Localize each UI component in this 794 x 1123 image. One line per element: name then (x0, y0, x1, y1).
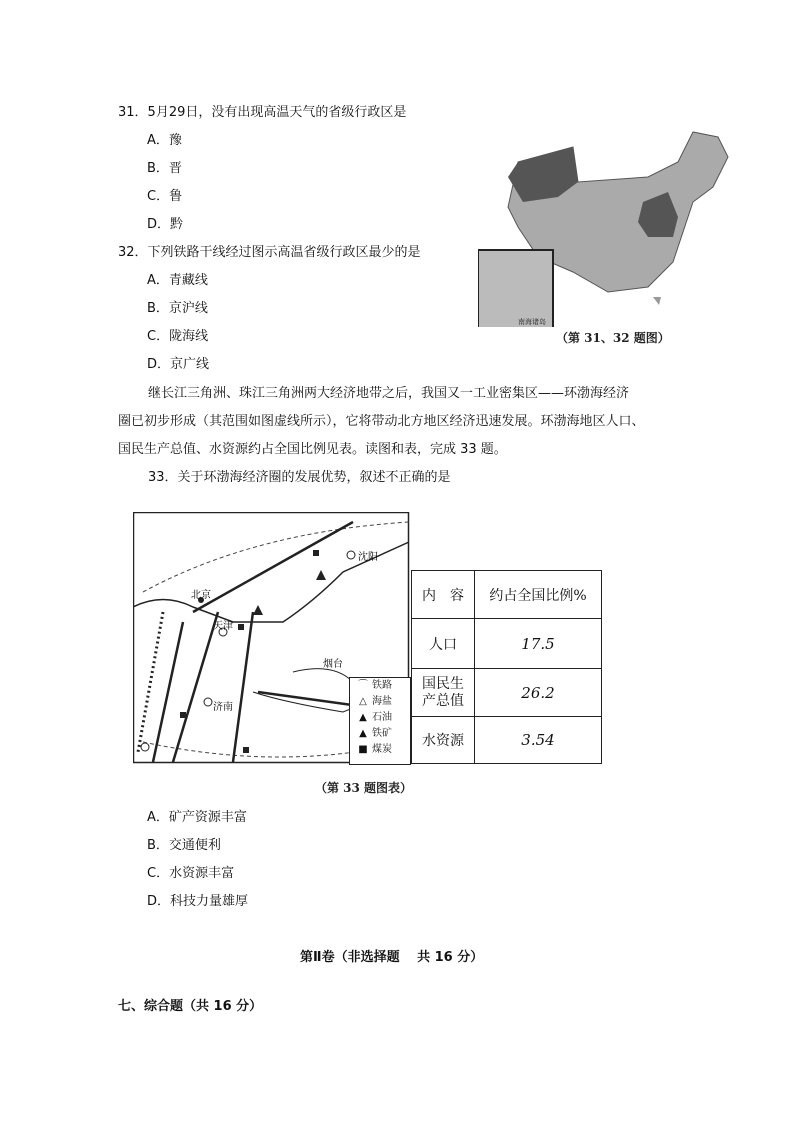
south-china-sea-inset (478, 250, 553, 327)
q31-option-c: C．鲁 (147, 189, 183, 204)
city-shenyang: 沈阳 (358, 552, 378, 563)
q31-option-b: B．晋 (147, 161, 182, 176)
oil-icon: ▲ (359, 712, 367, 723)
q33-option-a: A．矿产资源丰富 (147, 810, 247, 825)
q33-option-c: C．水资源丰富 (147, 866, 235, 881)
row-value: 17.5 (475, 619, 602, 669)
q33-option-b: B．交通便利 (147, 838, 221, 853)
section-2-title: 第Ⅱ卷（非选择题 共 16 分） (300, 950, 484, 965)
city-tianjin: 天津 (213, 621, 233, 632)
row-item: 水资源 (412, 717, 475, 764)
map2-caption: （第 33 题图表） (315, 781, 413, 795)
inset-label: 南海诸岛 (518, 318, 546, 326)
legend-coal: ■ 煤炭 (350, 742, 410, 758)
city-jinan: 济南 (213, 702, 233, 713)
railway-icon: ⌒ (358, 680, 368, 691)
row-value: 3.54 (475, 717, 602, 764)
city-beijing: 北京 (191, 590, 211, 601)
legend-iron: ▲ 铁矿 (350, 726, 410, 742)
map-legend (349, 677, 411, 765)
map1-caption: （第 31、32 题图） (556, 331, 670, 345)
q32-option-c: C．陇海线 (147, 329, 209, 344)
header-proportion: 约占全国比例% (475, 571, 602, 619)
section-7-title: 七、综合题（共 16 分） (118, 999, 263, 1014)
q32-option-d: D．京广线 (147, 357, 210, 372)
q33-option-d: D．科技力量雄厚 (147, 894, 249, 909)
passage-line-2: 圈已初步形成（其范围如图虚线所示），它将带动北方地区经济迅速发展。环渤海地区人口、 (118, 414, 645, 429)
q33-stem: 33．关于环渤海经济圈的发展优势，叙述不正确的是 (148, 470, 451, 485)
q31-option-a: A．豫 (147, 133, 182, 148)
legend-railway: ⌒ 铁路 (350, 678, 410, 694)
legend-sea-salt: △ 海盐 (350, 694, 410, 710)
row-item: 国民生 产总值 (412, 669, 475, 717)
passage-line-1: 继长江三角洲、珠江三角洲两大经济地带之后，我国又一工业密集区——环渤海经济 (148, 386, 630, 401)
row-item: 人口 (412, 619, 475, 669)
header-content: 内 容 (412, 571, 475, 619)
proportion-table (411, 570, 602, 764)
passage-line-3: 国民生产总值、水资源约占全国比例见表。读图和表，完成 33 题。 (118, 442, 507, 457)
city-yantai: 烟台 (323, 659, 343, 670)
china-map (478, 122, 743, 327)
filled-triangle-icon: ▲ (359, 728, 367, 739)
q32-stem: 32．下列铁路干线经过图示高温省级行政区最少的是 (118, 245, 421, 260)
q31-option-d: D．黔 (147, 217, 184, 232)
q32-option-a: A．青藏线 (147, 273, 208, 288)
row-value: 26.2 (475, 669, 602, 717)
q31-stem: 31．5月29日，没有出现高温天气的省级行政区是 (118, 105, 407, 120)
hollow-triangle-icon: △ (359, 696, 367, 707)
q32-option-b: B．京沪线 (147, 301, 208, 316)
legend-oil: ▲ 石油 (350, 710, 410, 726)
square-icon: ■ (358, 744, 368, 755)
